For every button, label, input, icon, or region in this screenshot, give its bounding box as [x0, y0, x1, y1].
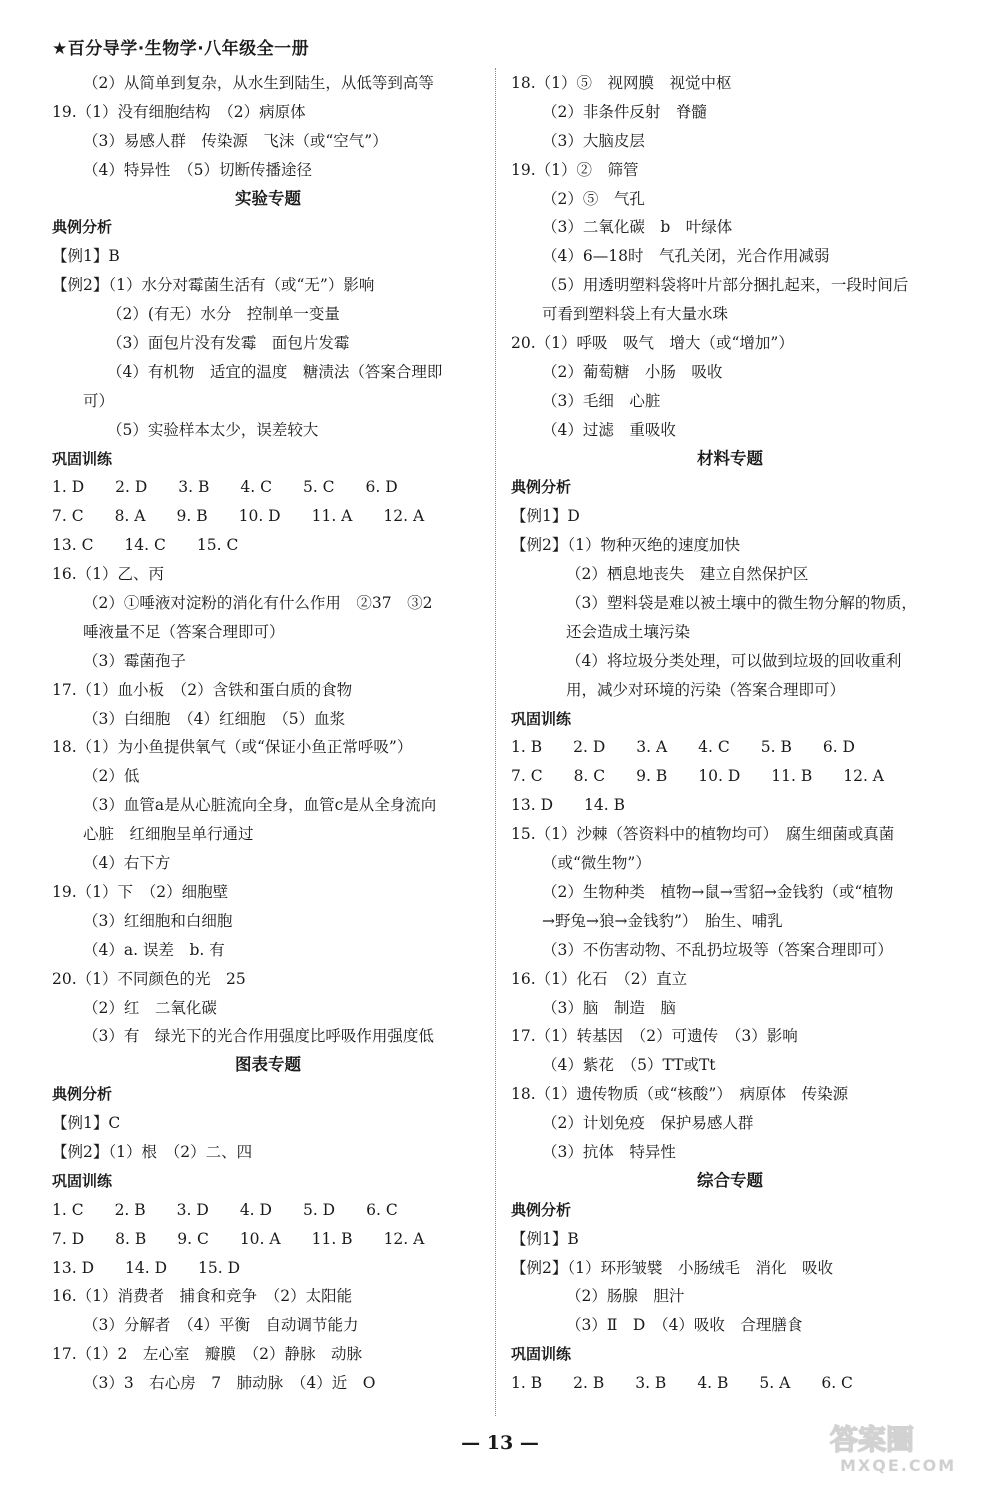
answer-line: 15.（1）沙棘（答资料中的植物均可） 腐生细菌或真菌 — [511, 825, 895, 844]
answer-line: （2）从简单到复杂，从水生到陆生，从低等到高等 — [83, 74, 434, 92]
answer-line: 17.（1）血小板 （2）含铁和蛋白质的食物 — [52, 680, 353, 699]
answer-line: 7. C 8. A 9. B 10. D 11. A 12. A — [52, 507, 425, 526]
answer-line: （3）大脑皮层 — [542, 131, 645, 150]
left-column — [52, 69, 484, 1398]
answer-line: （3）毛细 心脏 — [542, 391, 661, 410]
answer-line: 7. D 8. B 9. C 10. A 11. B 12. A — [52, 1229, 425, 1248]
answer-line: （4）a. 误差 b. 有 — [83, 940, 225, 959]
answer-line: （4）6—18时 气孔关闭，光合作用减弱 — [542, 247, 830, 266]
subsection-heading: 典例分析 — [511, 478, 572, 497]
right-column — [511, 69, 949, 1398]
answer-line: （5）用透明塑料袋将叶片部分捆扎起来，一段时间后 — [542, 276, 909, 295]
answer-line: 1. D 2. D 3. B 4. C 5. C 6. D — [52, 478, 398, 497]
answer-line: 【例1】D — [511, 507, 580, 526]
answer-line: （3）面包片没有发霉 面包片发霉 — [107, 334, 350, 353]
subsection-heading: 巩固训练 — [52, 449, 113, 468]
watermark-url: MXQE.COM — [840, 1456, 957, 1475]
answer-line: （3）二氧化碳 b 叶绿体 — [542, 218, 733, 237]
answer-line: 19.（1）下 （2）细胞壁 — [52, 882, 229, 901]
answer-line: （5）实验样本太少，误差较大 — [107, 420, 319, 439]
answer-line: 19.（1）没有细胞结构 （2）病原体 — [52, 102, 306, 121]
page-number: — 13 — — [461, 1432, 539, 1454]
answer-line: 唾液量不足（答案合理即可） — [83, 622, 285, 641]
section-heading: 实验专题 — [235, 188, 301, 208]
answer-line: 18.（1）⑤ 视网膜 视觉中枢 — [511, 74, 732, 92]
answer-line: 【例2】（1）水分对霉菌生活有（或“无”）影响 — [52, 276, 375, 295]
answer-line: 可看到塑料袋上有大量水珠 — [542, 305, 729, 324]
answer-line: （4）特异性 （5）切断传播途径 — [83, 160, 312, 179]
answer-line: （2）①唾液对淀粉的消化有什么作用 ②37 ③2 — [83, 594, 433, 613]
answer-line: （2）(有无）水分 控制单一变量 — [107, 305, 340, 324]
answer-line: （3）白细胞 （4）红细胞 （5）血浆 — [83, 709, 346, 728]
answer-line: （3）Ⅱ D （4）吸收 合理膳食 — [566, 1316, 803, 1335]
answer-line: 【例1】B — [52, 247, 120, 266]
answer-line: 20.（1）不同颜色的光 25 — [52, 969, 246, 988]
answer-line: 【例1】C — [52, 1114, 121, 1133]
section-heading: 综合专题 — [697, 1170, 763, 1190]
answer-line: 16.（1）消费者 捕食和竞争 （2）太阳能 — [52, 1287, 353, 1306]
subsection-heading: 典例分析 — [52, 218, 113, 237]
answer-line: （4）过滤 重吸收 — [542, 420, 676, 439]
answer-line: （3）分解者 （4）平衡 自动调节能力 — [83, 1316, 359, 1335]
answer-line: （3）红细胞和白细胞 — [83, 911, 233, 930]
answer-line: （3）抗体 特异性 — [542, 1142, 676, 1161]
answer-line: 1. C 2. B 3. D 4. D 5. D 6. C — [52, 1200, 398, 1219]
answer-line: 1. B 2. D 3. A 4. C 5. B 6. D — [511, 738, 855, 757]
watermark-logo — [800, 1415, 980, 1477]
answer-line: 13. C 14. C 15. C — [52, 536, 239, 555]
subsection-heading: 巩固训练 — [511, 709, 572, 728]
answer-line: 16.（1）乙、丙 — [52, 565, 165, 584]
answer-line: 13. D 14. B — [511, 796, 625, 815]
answer-line: （3）不伤害动物、不乱扔垃圾等（答案合理即可） — [542, 940, 893, 959]
answer-line: 20.（1）呼吸 吸气 增大（或“增加”） — [511, 334, 794, 353]
answer-line: （3）塑料袋是难以被土壤中的微生物分解的物质， — [566, 594, 917, 613]
section-heading: 材料专题 — [697, 448, 763, 468]
answer-line: 16.（1）化石 （2）直立 — [511, 969, 688, 988]
subsection-heading: 典例分析 — [511, 1200, 572, 1219]
answer-line: （4）将垃圾分类处理，可以做到垃圾的回收重利 — [566, 651, 902, 670]
answer-line: 13. D 14. D 15. D — [52, 1258, 241, 1277]
answer-line: （2）生物种类 植物→鼠→雪貂→金钱豹（或“植物 — [542, 882, 894, 901]
answer-line: →野兔→狼→金钱豹”） 胎生、哺乳 — [542, 911, 783, 930]
answer-line: 【例2】（1）环形皱襞 小肠绒毛 消化 吸收 — [511, 1258, 833, 1277]
answer-line: （4）紫花 （5）TT或Tt — [542, 1056, 716, 1075]
answer-line: 可） — [83, 391, 115, 410]
answer-line: （3）3 右心房 7 肺动脉 （4）近 O — [83, 1374, 376, 1393]
answer-line: （3）脑 制造 脑 — [542, 998, 676, 1017]
answer-line: 【例2】（1）物种灭绝的速度加快 — [511, 536, 740, 555]
answer-line: 7. C 8. C 9. B 10. D 11. B 12. A — [511, 767, 884, 786]
answer-line: （3）血管a是从心脏流向全身，血管c是从全身流向 — [83, 796, 437, 815]
answer-line: （3）霉菌孢子 — [83, 651, 186, 670]
watermark-text: 答案圈 — [830, 1423, 915, 1456]
answer-line: 心脏 红细胞呈单行通过 — [83, 825, 254, 844]
answer-line: 18.（1）为小鱼提供氧气（或“保证小鱼正常呼吸”） — [52, 738, 413, 757]
answer-line: （3）有 绿光下的光合作用强度比呼吸作用强度低 — [83, 1027, 434, 1046]
page-header-title: ★百分导学·生物学·八年级全一册 — [52, 39, 310, 59]
answer-line: （2）肠腺 胆汁 — [566, 1287, 685, 1306]
answer-line: 用，减少对环境的污染（答案合理即可） — [566, 680, 846, 699]
section-heading: 图表专题 — [235, 1055, 301, 1075]
answer-line: 还会造成土壤污染 — [566, 622, 691, 641]
answer-line: （2）栖息地丧失 建立自然保护区 — [566, 565, 809, 584]
answer-line: （2）红 二氧化碳 — [83, 998, 217, 1017]
answer-line: （2）计划免疫 保护易感人群 — [542, 1114, 754, 1133]
answer-line: 【例1】B — [511, 1229, 579, 1248]
answer-line: 18.（1）遗传物质（或“核酸”） 病原体 传染源 — [511, 1085, 849, 1104]
subsection-heading: 巩固训练 — [52, 1171, 113, 1190]
column-divider — [495, 68, 496, 1416]
answer-line: 17.（1）转基因 （2）可遗传 （3）影响 — [511, 1027, 798, 1046]
answer-line: 【例2】（1）根 （2）二、四 — [52, 1142, 253, 1161]
answer-line: （4）有机物 适宜的温度 糖渍法（答案合理即 — [107, 362, 443, 381]
answer-line: （4）右下方 — [83, 854, 171, 873]
answer-line: 17.（1）2 左心室 瓣膜 （2）静脉 动脉 — [52, 1345, 362, 1364]
answer-line: （2）⑤ 气孔 — [542, 189, 645, 208]
answer-line: （3）易感人群 传染源 飞沫（或“空气”） — [83, 131, 388, 150]
answer-line: （2）低 — [83, 767, 140, 786]
answer-line: 19.（1）② 筛管 — [511, 160, 639, 179]
subsection-heading: 巩固训练 — [511, 1345, 572, 1364]
subsection-heading: 典例分析 — [52, 1085, 113, 1104]
answer-line: （或“微生物”） — [542, 854, 651, 873]
answer-line: 1. B 2. B 3. B 4. B 5. A 6. C — [511, 1374, 853, 1393]
answer-line: （2）非条件反射 脊髓 — [542, 102, 707, 121]
answer-line: （2）葡萄糖 小肠 吸收 — [542, 362, 723, 381]
